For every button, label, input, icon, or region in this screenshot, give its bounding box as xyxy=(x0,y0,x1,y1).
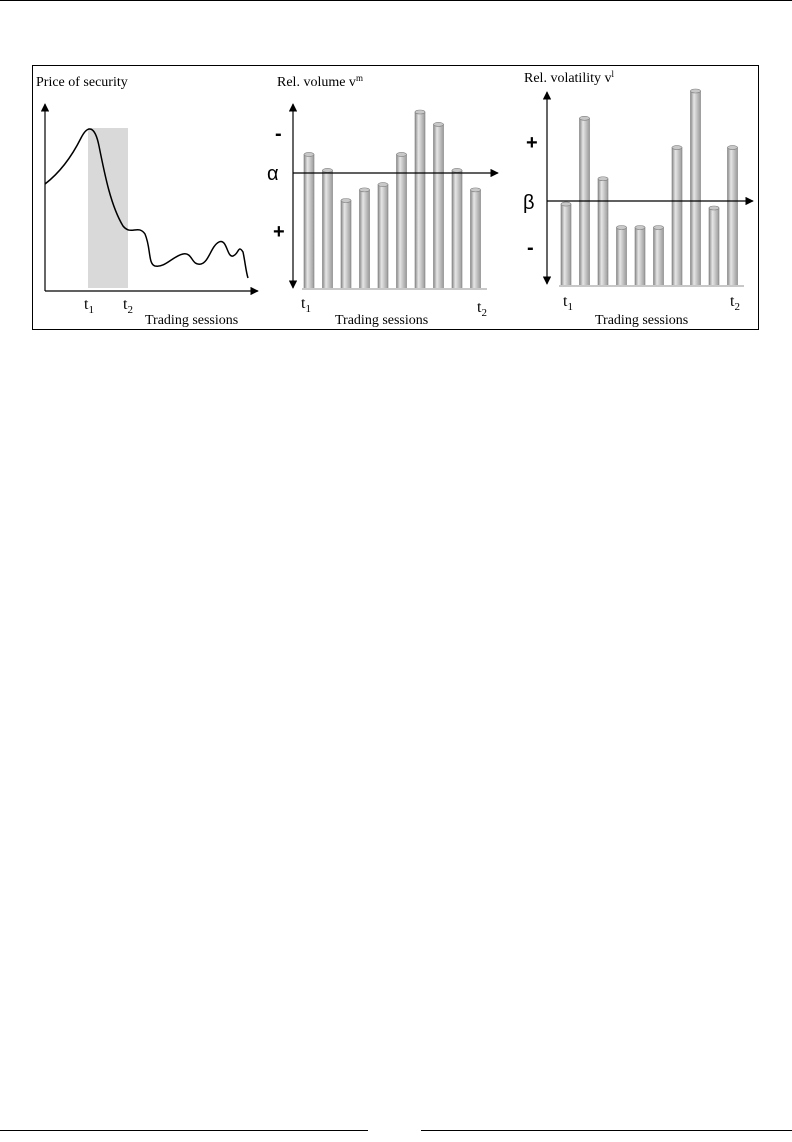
price-t1-label: $t_1$ xyxy=(84,296,94,316)
volume-bars xyxy=(302,110,487,289)
volatility-bar-cap-4 xyxy=(617,226,627,230)
volume-bar-cap-8 xyxy=(434,122,444,126)
volume-bar-cap-10 xyxy=(471,188,481,192)
volatility-bar-3 xyxy=(598,179,608,286)
volume-bar-1 xyxy=(304,154,314,289)
volume-bar-cap-3 xyxy=(341,199,351,203)
volatility-bar-cap-2 xyxy=(580,116,590,120)
volatility-t2-label: $t_2$ xyxy=(730,293,740,313)
volume-bar-9 xyxy=(452,170,462,289)
volume-x-axis-label: Trading sessions xyxy=(335,313,429,328)
volume-bar-7 xyxy=(415,112,425,289)
volume-panel xyxy=(267,73,498,328)
volume-bar-cap-4 xyxy=(360,188,370,192)
price-t2-label: $t_2$ xyxy=(123,296,133,316)
price-curve xyxy=(45,129,248,278)
volatility-bar-5 xyxy=(635,228,645,287)
price-x-axis-label: Trading sessions xyxy=(145,313,239,328)
volume-bar-8 xyxy=(434,124,444,289)
footer-rule-left xyxy=(0,1130,368,1131)
volume-bar-cap-6 xyxy=(397,152,407,156)
volatility-x-axis-label: Trading sessions xyxy=(595,313,689,328)
volatility-bar-cap-9 xyxy=(709,206,719,210)
figure-frame xyxy=(32,65,759,330)
volume-bar-cap-2 xyxy=(323,168,333,172)
volume-panel-title: Rel. volume $v^m$ xyxy=(277,73,363,90)
volatility-bar-cap-7 xyxy=(672,146,682,150)
volatility-t1-label: $t_1$ xyxy=(563,293,573,313)
volume-bar-2 xyxy=(323,170,333,289)
volatility-bar-6 xyxy=(654,228,664,287)
price-panel-title: Price of security xyxy=(36,75,128,90)
page-top-rule xyxy=(0,0,792,1)
figure-svg xyxy=(33,66,760,331)
volume-upper-sign: - xyxy=(275,123,282,145)
volume-bar-5 xyxy=(378,185,388,289)
volatility-bar-cap-5 xyxy=(635,226,645,230)
volume-threshold-symbol: α xyxy=(267,163,279,185)
volume-bar-4 xyxy=(360,190,370,289)
price-panel xyxy=(36,75,258,328)
volatility-bar-cap-8 xyxy=(691,89,701,93)
volatility-bar-8 xyxy=(691,91,701,286)
volatility-bars xyxy=(559,89,744,286)
volume-lower-sign: + xyxy=(273,221,285,243)
volatility-upper-sign: + xyxy=(526,132,538,154)
volume-t2-label: $t_2$ xyxy=(477,299,487,319)
volume-bar-cap-1 xyxy=(304,152,314,156)
volatility-bar-2 xyxy=(580,118,590,286)
footer-rule-right xyxy=(421,1130,792,1131)
volume-bar-cap-5 xyxy=(378,183,388,187)
volume-t1-label: $t_1$ xyxy=(301,295,311,315)
volume-bar-cap-7 xyxy=(415,110,425,114)
volatility-bar-10 xyxy=(728,148,738,286)
volatility-bar-4 xyxy=(617,228,627,287)
volatility-bar-cap-10 xyxy=(728,146,738,150)
volatility-threshold-symbol: β xyxy=(523,192,535,214)
volatility-bar-7 xyxy=(672,148,682,286)
price-highlight-region xyxy=(88,128,128,288)
volatility-bar-9 xyxy=(709,208,719,286)
volatility-panel-title: Rel. volatility $v^l$ xyxy=(524,69,615,86)
volume-bar-6 xyxy=(397,154,407,289)
volume-bar-3 xyxy=(341,201,351,290)
volatility-bar-cap-3 xyxy=(598,177,608,181)
volatility-panel xyxy=(523,69,753,328)
volatility-bar-cap-1 xyxy=(561,202,571,206)
volume-bar-10 xyxy=(471,190,481,289)
volume-bar-cap-9 xyxy=(452,168,462,172)
volatility-bar-1 xyxy=(561,204,571,286)
volatility-bar-cap-6 xyxy=(654,226,664,230)
volatility-lower-sign: - xyxy=(527,237,534,259)
